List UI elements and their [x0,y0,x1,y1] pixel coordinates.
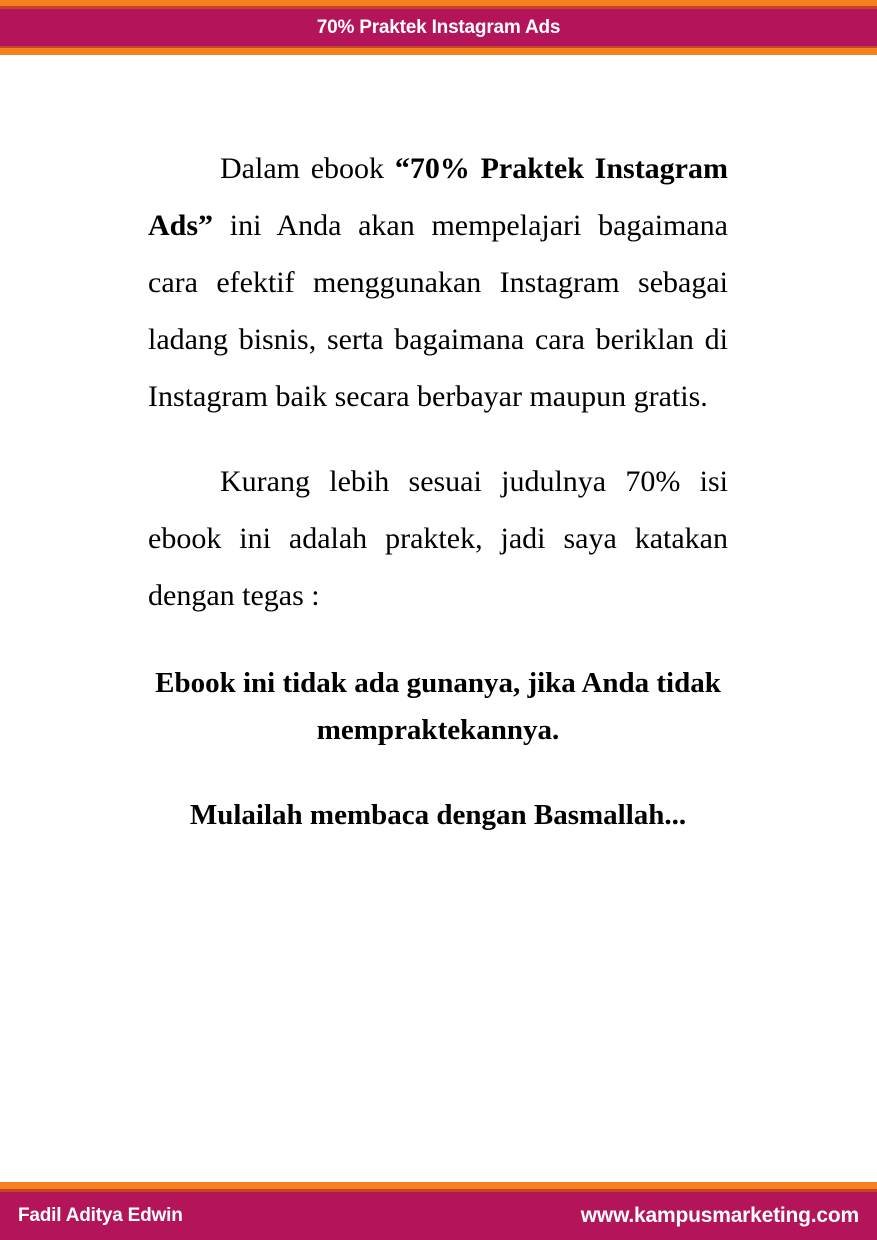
statement-warning: Ebook ini tidak ada gunanya, jika Anda tidak mempraktekannya. [155,667,721,746]
footer-content [0,1192,877,1240]
paragraph-praktek: Kurang lebih sesuai judulnya 70% isi ebook ini adalah praktek, jadi saya katakan dengan tegas : [148,465,728,612]
paragraph-intro [148,140,728,425]
footer-author: Fadil Aditya Edwin [18,1205,183,1226]
page-content [148,140,728,839]
paragraph-intro-emphasis: “70% Praktek Instagram Ads” [148,152,728,242]
header-bottom-orange-stripe [0,48,877,55]
page-header-banner [0,0,877,56]
statement-basmallah: Mulailah membaca dengan Basmallah... [189,799,687,831]
paragraph-intro-rest: ini Anda akan mempelajari bagaimana cara efektif menggunakan Instagram sebagai ladang bisnis, serta bagaimana cara beriklan di Instagram baik secara berbayar maupun gratis. [148,209,728,413]
footer-top-orange-stripe [0,1182,877,1189]
paragraph-intro-lead: Dalam ebook [220,152,395,185]
page-footer-banner [0,1182,877,1240]
footer-website[interactable]: www.kampusmarketing.com [580,1204,859,1227]
header-title: 70% Praktek Instagram Ads [316,17,561,38]
